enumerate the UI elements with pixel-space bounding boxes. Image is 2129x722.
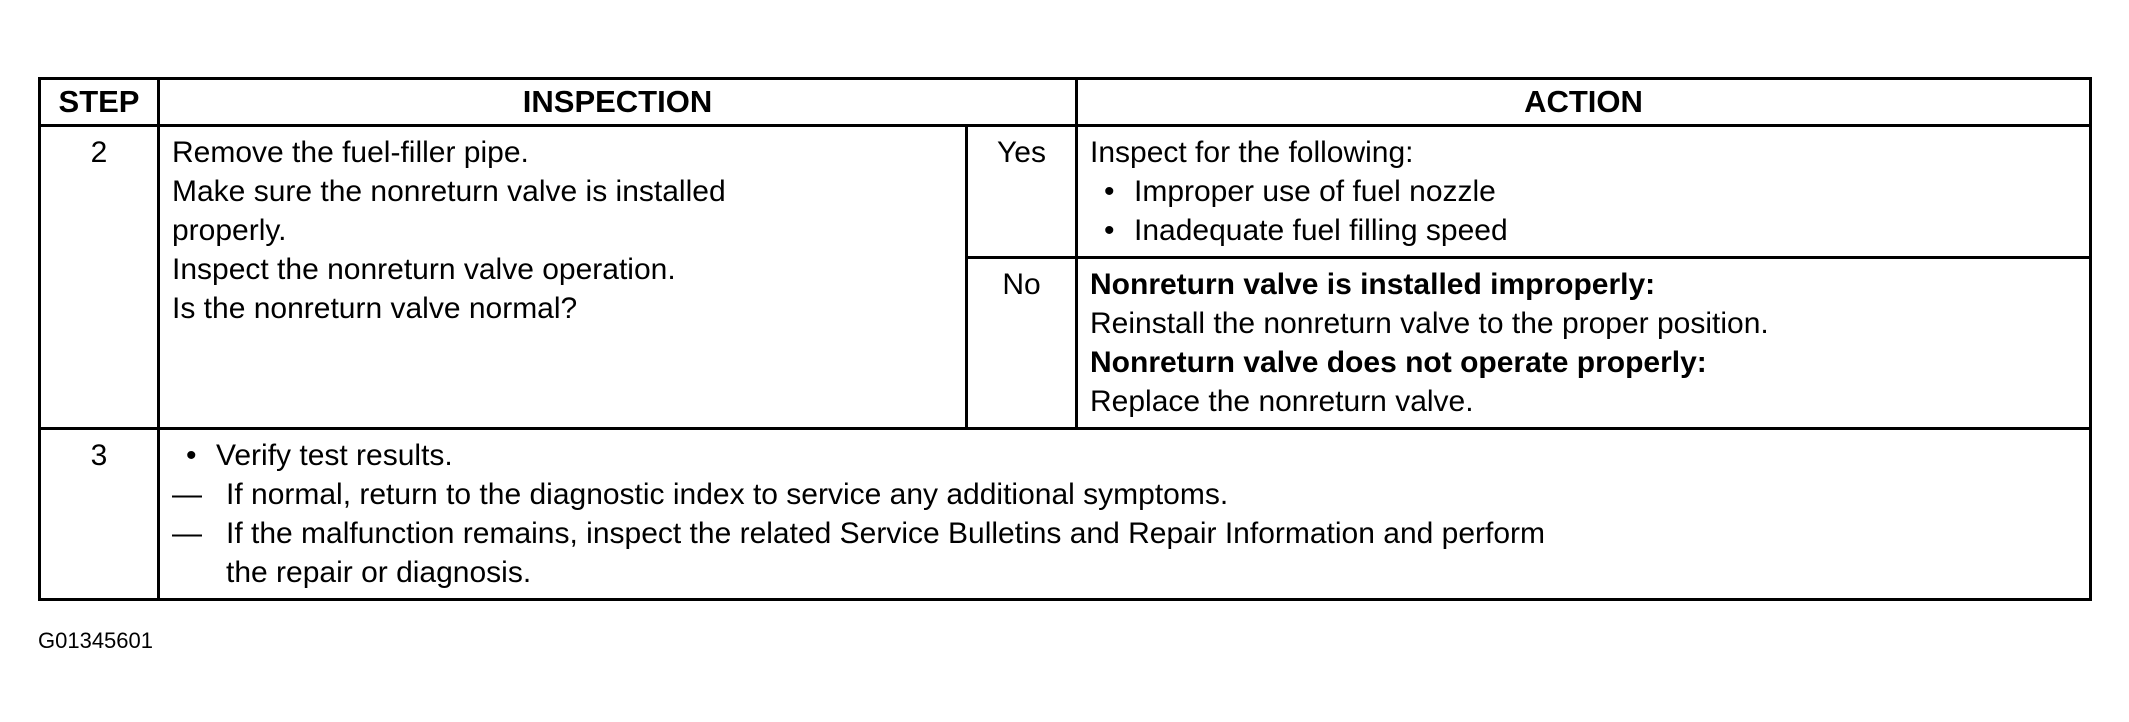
diagnostic-table bbox=[38, 77, 2092, 601]
step2-yes-bullet-1: • Improper use of fuel nozzle bbox=[1090, 172, 2077, 211]
step2-no-action bbox=[1077, 258, 2091, 429]
step3-bullet bbox=[172, 436, 2077, 592]
step3-content bbox=[159, 429, 2091, 600]
step2-yes-intro: Inspect for the following: bbox=[1090, 136, 1414, 170]
step2-inspection-line-3: properly. bbox=[172, 214, 287, 248]
step3-dash-1: — If normal, return to the diagnostic index to service any additional symptoms. bbox=[172, 475, 2077, 514]
step2-yes-bullet-2: • Inadequate fuel filling speed bbox=[1090, 211, 2077, 250]
diagnostic-table-container bbox=[38, 77, 2092, 601]
step2-no-heading-2: Nonreturn valve does not operate properly: bbox=[1090, 346, 1707, 380]
step2-no-heading-1: Nonreturn valve is installed improperly: bbox=[1090, 268, 1656, 302]
step2-yes-row bbox=[40, 126, 2091, 258]
header-action: ACTION bbox=[1077, 79, 2091, 126]
step3-row bbox=[40, 429, 2091, 600]
step3-number: 3 bbox=[40, 429, 159, 600]
header-inspection: INSPECTION bbox=[159, 79, 1077, 126]
step3-dash-2 bbox=[172, 514, 2077, 592]
step2-no-text-2: Replace the nonreturn valve. bbox=[1090, 385, 1474, 419]
step3-bullet-list bbox=[172, 436, 2077, 592]
step2-inspection-line-5: Is the nonreturn valve normal? bbox=[172, 292, 578, 326]
step3-dash-list bbox=[172, 475, 2077, 592]
header-row bbox=[40, 79, 2091, 126]
step2-inspection-line-2: Make sure the nonreturn valve is installed bbox=[172, 175, 726, 209]
step2-no-label: No bbox=[967, 258, 1077, 429]
step2-no-text-1: Reinstall the nonreturn valve to the proper position. bbox=[1090, 307, 1769, 341]
step3-bullet-text: Verify test results. bbox=[216, 439, 453, 473]
step2-inspection-line-4: Inspect the nonreturn valve operation. bbox=[172, 253, 676, 287]
figure-id: G01345601 bbox=[38, 628, 153, 653]
step2-number: 2 bbox=[40, 126, 159, 429]
step3-dash-2-line-2: the repair or diagnosis. bbox=[226, 556, 532, 590]
step2-yes-bullet-list bbox=[1090, 172, 2077, 250]
step3-dash-2-line-1: — If the malfunction remains, inspect the related Service Bulletins and Repair Information and perform bbox=[226, 517, 1546, 551]
step2-inspection-line-1: Remove the fuel-filler pipe. bbox=[172, 136, 529, 170]
step2-inspection bbox=[159, 126, 967, 429]
step2-yes-action bbox=[1077, 126, 2091, 258]
step2-yes-label: Yes bbox=[967, 126, 1077, 258]
header-step: STEP bbox=[40, 79, 159, 126]
